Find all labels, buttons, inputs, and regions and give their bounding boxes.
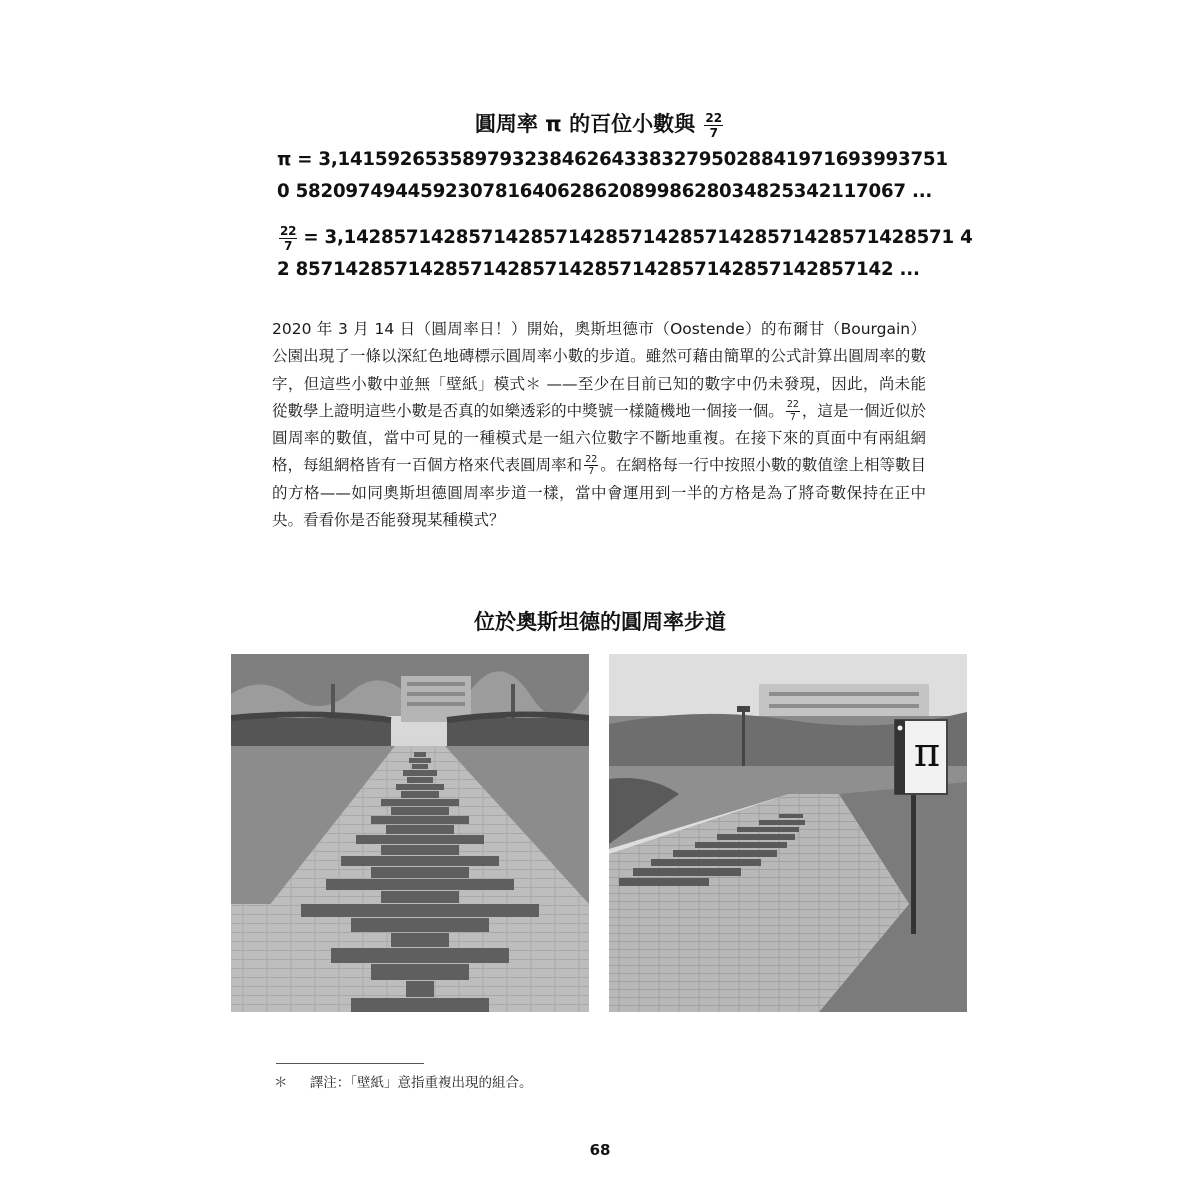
pi-sign-symbol: π <box>913 730 941 776</box>
pi-decimals-heading: 圓周率 π 的百位小數與 $\frac{22}{7}$ <box>474 110 723 140</box>
inline-fraction-22-7: $\frac{22}{7}$ <box>585 453 598 478</box>
walkway-photo-front <box>231 654 589 1012</box>
walkway-front-illustration <box>231 654 589 1012</box>
pi-digits-line-2: 0 5820974944592307816406286208998628034825342117067 ... <box>277 181 933 202</box>
fraction-22-7-symbol: $\frac{22}{7}$ <box>280 223 297 253</box>
pi-symbol: π <box>277 149 292 170</box>
footnote <box>274 1071 533 1091</box>
footnote-divider <box>276 1063 424 1064</box>
pi-digits-block <box>277 144 948 208</box>
body-paragraph: 2020 年 3 月 14 日（圓周率日！）開始，奧斯坦德市（Oostende）的布爾甘（Bourgain）公園出現了一條以深紅色地磚標示圓周率小數的步道。雖然可藉由簡單的公式計算出圓周率的數字，但這些小數中並無「壁紙」模式＊ ——至少在目前已知的數字中仍未發現，因此，尚未能從數學上證明這些小數是否真的如樂透彩的中獎號一樣隨機地一個接一個。 $\frac{22}{7}$ ，這是一個近似於圓周率的數值，當中可見的一種模式是一組六位數字不斷地重複。在接下來的頁面中有兩組網格，每組網格皆有一百個方格來代表圓周率和 $\frac{22}{7}$ 。在網格每一行中按照小數的數值塗上相等數目的方格——如同奧斯坦德圓周率步道一樣，當中會運用到一半的方格是為了將奇數保持在正中央。看看你是否能發現某種模式？ <box>272 320 926 530</box>
fraction-digits-line-1: $\frac{22}{7}$ = 3,1428571428571428571428571428571428571428571428571 4 <box>280 223 973 253</box>
fraction-digits-line-2: 2 857142857142857142857142857142857142857142857142 ... <box>277 259 920 280</box>
walkway-photo-side <box>609 654 967 1012</box>
fraction-digits-block <box>277 222 973 286</box>
footnote-text: 譯注：「壁紙」意指重複出現的組合。 <box>309 1075 533 1091</box>
pi-walkway-heading: 位於奧斯坦德的圓周率步道 <box>474 610 726 634</box>
walkway-side-illustration <box>609 654 967 1012</box>
pi-digits-line-1: π = 3,1415926535897932384626433832795028841971693993751 <box>277 144 937 176</box>
footnote-mark: ＊ <box>274 1075 288 1091</box>
fraction-22-7: $\frac{22}{7}$ <box>705 110 723 140</box>
page-number: 68 <box>589 1141 611 1159</box>
inline-fraction-22-7: $\frac{22}{7}$ <box>786 399 799 423</box>
